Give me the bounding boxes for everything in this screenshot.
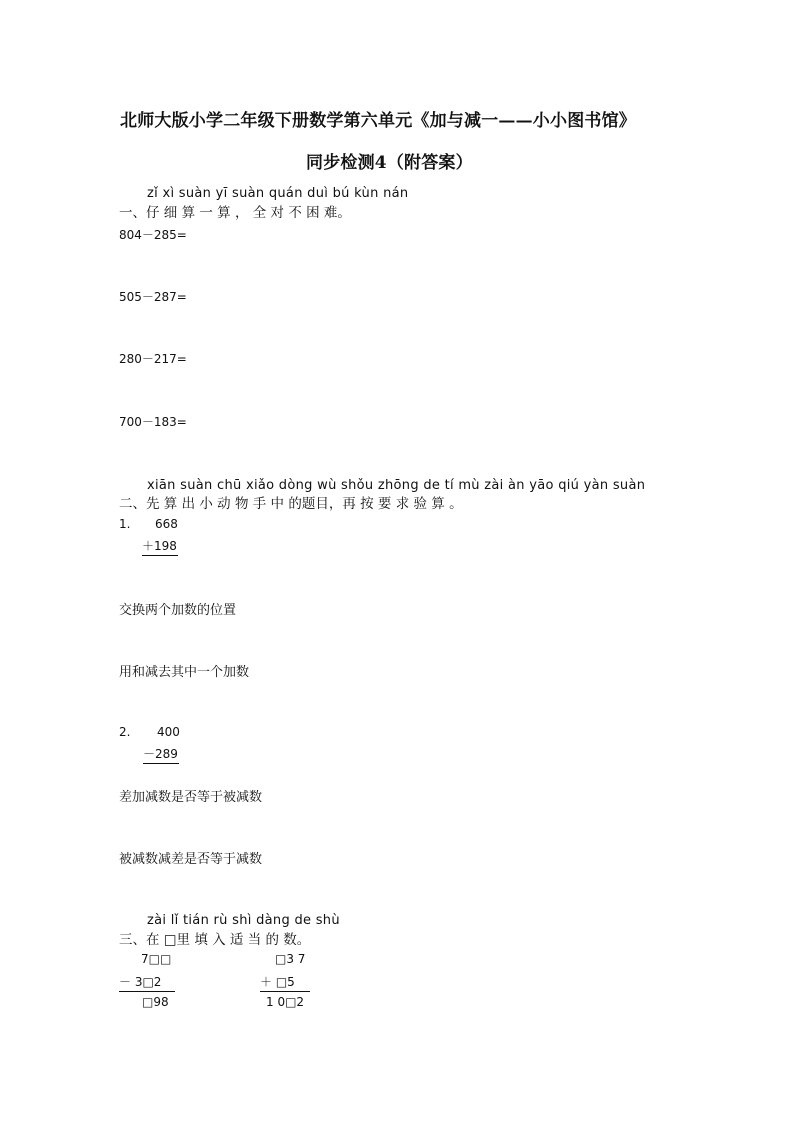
q2-bottom-number: －289 [143,745,179,764]
q1-bottom-number: ＋198 [142,537,178,556]
add-puzzle-middle: ＋ □5 [260,973,310,992]
add-puzzle-top: □3 7 [275,952,306,966]
problem-3: 280－217= [119,352,187,366]
page-title: 北师大版小学二年级下册数学第六单元《加与减一——小小图书馆》 [120,111,636,131]
section3-pinyin: zài lǐ tián rù shì dàng de shù [147,913,340,928]
problem-1: 804－285= [119,228,187,242]
problem-4: 700－183= [119,415,187,429]
q1-check-1: 交换两个加数的位置 [119,603,237,618]
q1-check-2: 用和减去其中一个加数 [119,665,250,680]
q2-check-1: 差加减数是否等于被减数 [119,790,263,805]
problem-2: 505－287= [119,290,187,304]
q2-number: 2. [119,725,131,739]
page-subtitle: 同步检测4（附答案） [306,153,473,173]
q1-number: 1. [119,517,131,531]
q2-top-number: 400 [157,725,180,739]
section1-pinyin: zǐ xì suàn yī suàn quán duì bú kùn nán [147,186,409,201]
sub-puzzle-top: 7□□ [141,952,172,966]
section3-heading: 三、在 □里 填 入 适 当 的 数。 [119,932,311,948]
q2-check-2: 被减数减差是否等于减数 [119,852,263,867]
q1-top-number: 668 [155,517,178,531]
sub-puzzle-result: □98 [142,995,169,1009]
sub-puzzle-middle: － 3□2 [119,973,175,992]
section1-heading: 一、仔 细 算 一 算 ， 全 对 不 困 难。 [119,205,351,221]
section2-heading: 二、先 算 出 小 动 物 手 中 的题目，再 按 要 求 验 算 。 [119,496,463,512]
add-puzzle-result: 1 0□2 [266,995,305,1009]
section2-pinyin: xiān suàn chū xiǎo dòng wù shǒu zhōng de tí mù zài àn yāo qiú yàn suàn [147,478,646,493]
